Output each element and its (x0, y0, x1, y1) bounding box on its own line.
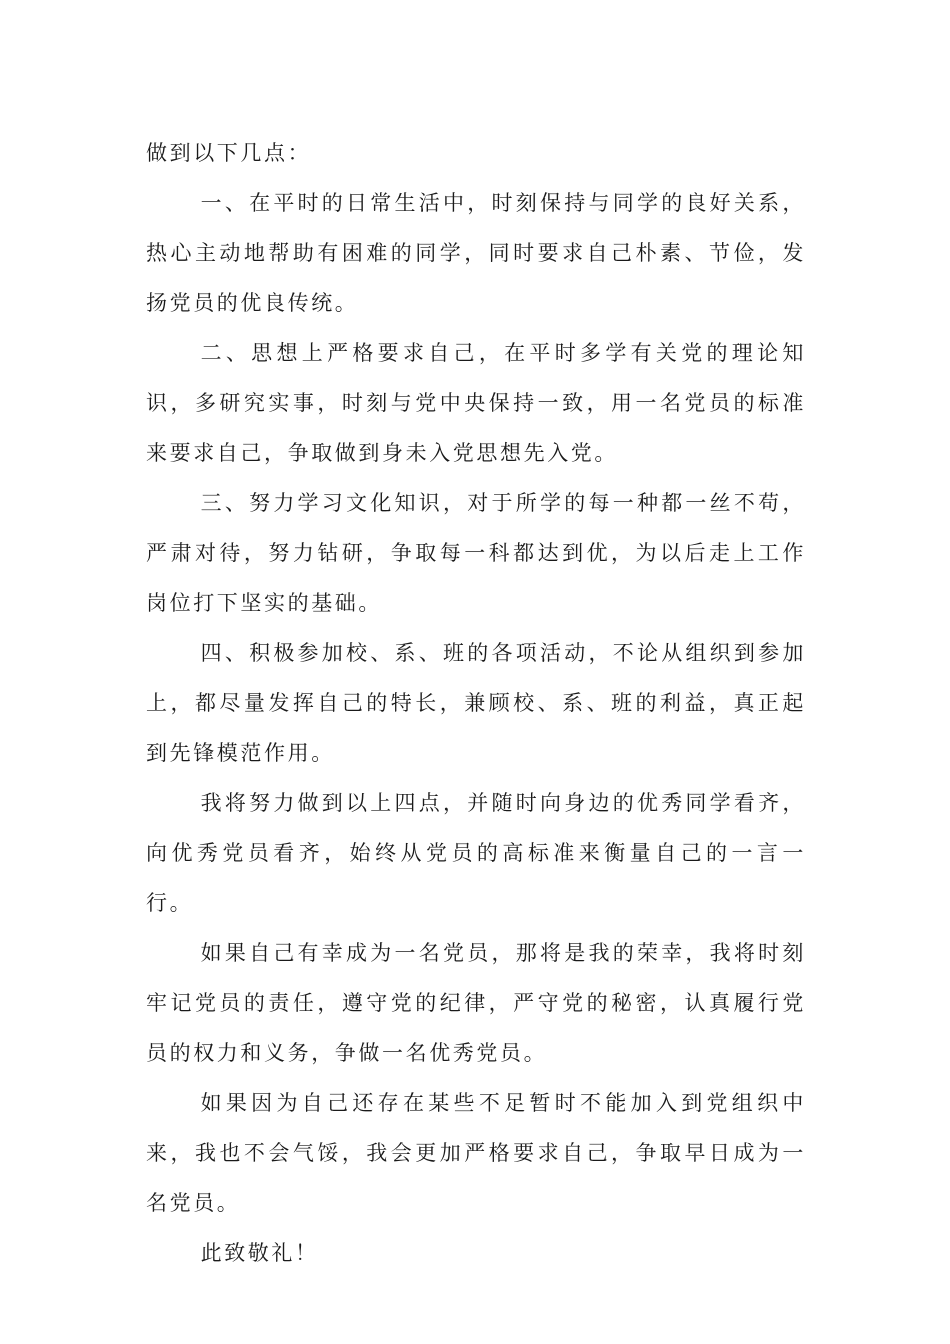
paragraph-point-three: 三、努力学习文化知识，对于所学的每一种都一丝不苟，严肃对待，努力钻研，争取每一科都达到优，为以后走上工作岗位打下坚实的基础。 (146, 491, 806, 615)
paragraph-commitment: 我将努力做到以上四点，并随时向身边的优秀同学看齐，向优秀党员看齐，始终从党员的高标准来衡量自己的一言一行。 (146, 791, 806, 915)
paragraph-point-four: 四、积极参加校、系、班的各项活动，不论从组织到参加上，都尽量发挥自己的特长，兼顾校、系、班的利益，真正起到先锋模范作用。 (146, 641, 806, 765)
paragraph-if-accepted: 如果自己有幸成为一名党员，那将是我的荣幸，我将时刻牢记党员的责任，遵守党的纪律，严守党的秘密，认真履行党员的权力和义务，争做一名优秀党员。 (146, 941, 806, 1065)
paragraph-point-one: 一、在平时的日常生活中，时刻保持与同学的良好关系，热心主动地帮助有困难的同学，同时要求自己朴素、节俭，发扬党员的优良传统。 (146, 191, 806, 315)
paragraph-point-two: 二、思想上严格要求自己，在平时多学有关党的理论知识，多研究实事，时刻与党中央保持一致，用一名党员的标准来要求自己，争取做到身未入党思想先入党。 (146, 341, 806, 465)
document-body (146, 128, 806, 1278)
paragraph-continuation: 做到以下几点： (146, 141, 312, 165)
paragraph-if-not-accepted: 如果因为自己还存在某些不足暂时不能加入到党组织中来，我也不会气馁，我会更加严格要求自己，争取早日成为一名党员。 (146, 1091, 806, 1215)
closing-salutation: 此致敬礼！ (200, 1241, 319, 1265)
